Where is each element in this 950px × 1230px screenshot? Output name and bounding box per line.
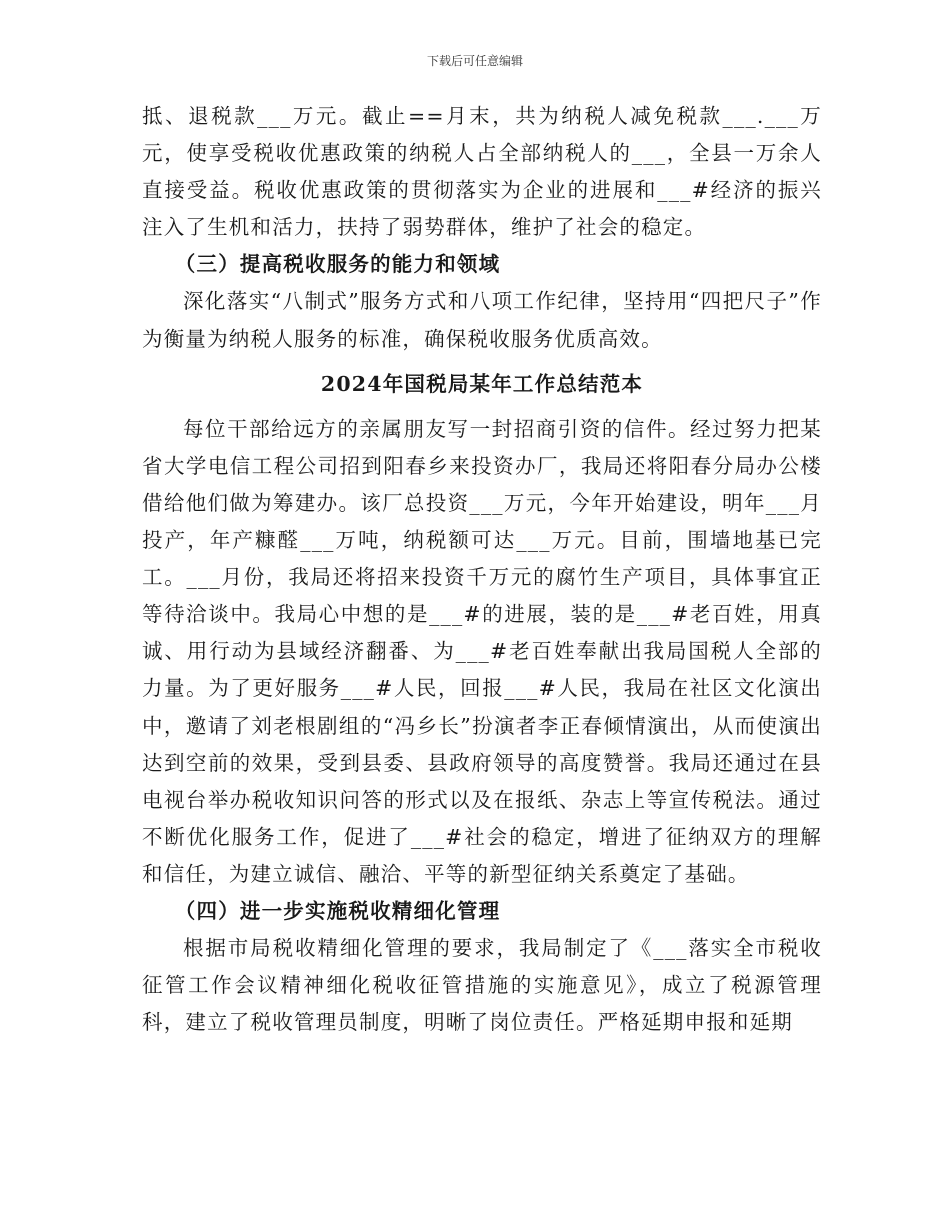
paragraph-tax-relief: 抵、退税款___万元。截止==月末，共为纳税人减免税款___.___万元，使享受税收优惠政策的纳税人占全部纳税人的___，全县一万余人直接受益。税收优惠政策的贯彻落实为企业的进展和___#经济的振兴注入了生机和活力，扶持了弱势群体，维护了社会的稳定。 — [142, 104, 822, 240]
document-body — [142, 98, 822, 1041]
paragraph-fine-management: 根据市局税收精细化管理的要求，我局制定了《___落实全市税收征管工作会议精神细化税收征管措施的实施意见》，成立了税源管理科，建立了税收管理员制度，明晰了岗位责任。严格延期申报和延期 — [142, 936, 822, 1035]
section-heading-4: （四）进一步实施税收精细化管理 — [174, 898, 501, 923]
paragraph-investment: 每位干部给远方的亲属朋友写一封招商引资的信件。经过努力把某省大学电信工程公司招到阳春乡来投资办厂，我局还将阳春分局办公楼借给他们做为筹建办。该厂总投资___万元，今年开始建设，明年___月投产，年产糠醛___万吨，纳税额可达___万元。目前，围墙地基已完工。___月份，我局还将招来投资千万元的腐竹生产项目，具体事宜正等待洽谈中。我局心中想的是___#的进展，装的是___#老百姓，用真诚、用行动为县域经济翻番、为___#老百姓奉献出我局国税人全部的力量。为了更好服务___#人民，回报___#人民，我局在社区文化演出中，邀请了刘老根剧组的“冯乡长”扮演者李正春倾情演出，从而使演出达到空前的效果，受到县委、县政府领导的高度赞誉。我局还通过在县电视台举办税收知识问答的形式以及在报纸、杂志上等宣传税法。通过不断优化服务工作，促进了___#社会的稳定，增进了征纳双方的理解和信任，为建立诚信、融洽、平等的新型征纳关系奠定了基础。 — [142, 416, 822, 886]
document-title: 2024年国税局某年工作总结范本 — [320, 371, 644, 396]
paragraph-tax-service: 深化落实“八制式”服务方式和八项工作纪律，坚持用“四把尺子”作为衡量为纳税人服务的标准，确保税收服务优质高效。 — [142, 289, 822, 351]
section-heading-3: （三）提高税收服务的能力和领域 — [174, 252, 501, 277]
page-header-note: 下载后可任意编辑 — [426, 54, 523, 68]
